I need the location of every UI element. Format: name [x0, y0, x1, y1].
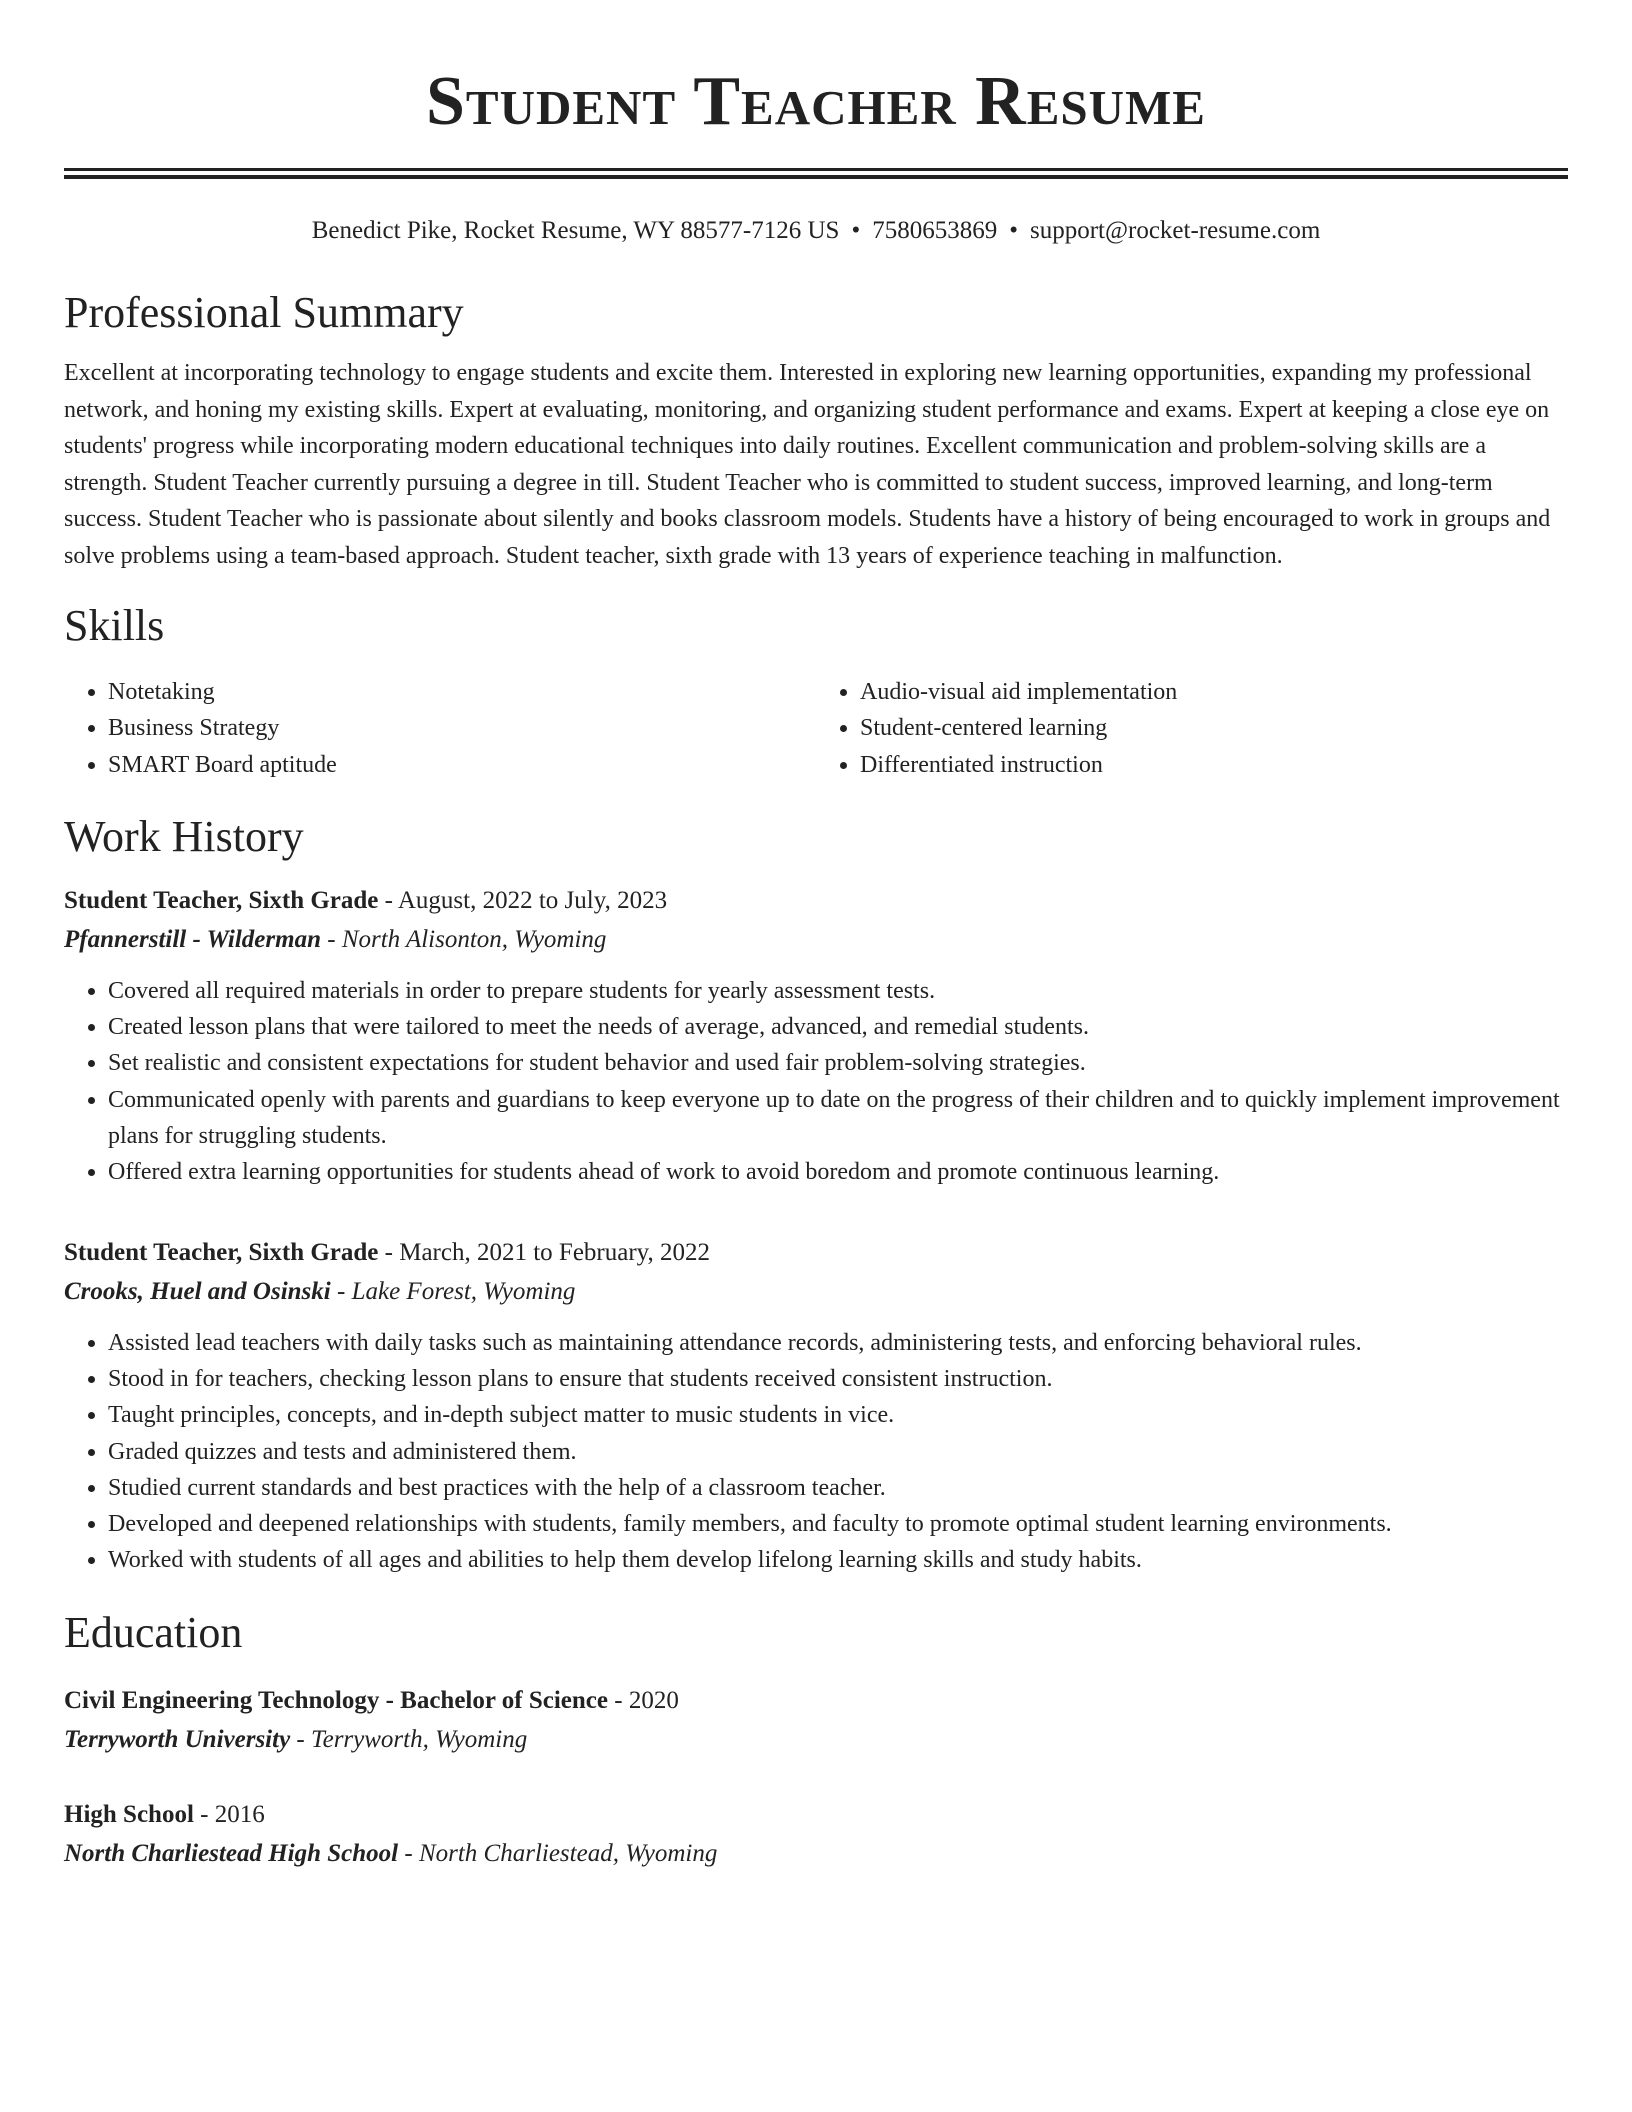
job-employer-line: Crooks, Huel and Osinski - Lake Forest, Wyoming	[64, 1277, 576, 1305]
duty-item: • Stood in for teachers, checking lesson plans to ensure that students received consistent instruction.	[108, 1361, 1568, 1397]
education-entry	[64, 1795, 1568, 1873]
contact-line	[64, 215, 1568, 247]
skill-item: • Student-centered learning	[860, 710, 1568, 746]
contact-separator: •	[851, 217, 861, 244]
education-heading: Education	[64, 1607, 243, 1657]
duty-item: • Set realistic and consistent expectations for student behavior and used fair problem-solving strategies.	[108, 1045, 1568, 1081]
education-school-line: North Charliestead High School - North Charliestead, Wyoming	[64, 1839, 718, 1867]
title-divider	[64, 168, 1568, 179]
skills-column-left	[64, 674, 816, 783]
duty-item: • Created lesson plans that were tailored to meet the needs of average, advanced, and remedial students.	[108, 1009, 1568, 1045]
skill-item: • Notetaking	[108, 674, 816, 710]
skills-column-right	[816, 674, 1568, 783]
skill-item: • SMART Board aptitude	[108, 747, 816, 783]
education-degree: Civil Engineering Technology - Bachelor of Science	[64, 1686, 608, 1714]
job-title: Student Teacher, Sixth Grade	[64, 886, 379, 914]
education-school: Terryworth University	[64, 1725, 291, 1753]
duty-item: • Communicated openly with parents and guardians to keep everyone up to date on the progress of their children and to quickly implement improvement plans for struggling students.	[108, 1082, 1568, 1155]
job-employer-line: Pfannerstill - Wilderman - North Alisonton, Wyoming	[64, 925, 607, 953]
education-degree: High School	[64, 1800, 194, 1828]
education-school: North Charliestead High School	[64, 1839, 399, 1867]
contact-separator: •	[1009, 217, 1018, 244]
job-location: Lake Forest, Wyoming	[351, 1277, 576, 1305]
summary-heading: Professional Summary	[64, 288, 464, 337]
duty-item: • Worked with students of all ages and abilities to help them develop lifelong learning skills and study habits.	[108, 1542, 1568, 1578]
job-dates: March, 2021 to February, 2022	[399, 1238, 711, 1266]
education-school-line: Terryworth University - Terryworth, Wyoming	[64, 1725, 528, 1753]
education-year: 2016	[214, 1800, 265, 1828]
job-location: North Alisonton, Wyoming	[341, 925, 607, 953]
duty-item: • Taught principles, concepts, and in-depth subject matter to music students in vice.	[108, 1397, 1568, 1433]
contact-email: support@rocket-resume.com	[1029, 217, 1321, 244]
job-header: Student Teacher, Sixth Grade - August, 2022 to July, 2023	[64, 886, 668, 914]
job-duties	[64, 973, 1568, 1191]
job-employer: Crooks, Huel and Osinski	[64, 1277, 331, 1305]
education-degree-line: Civil Engineering Technology - Bachelor of Science - 2020	[64, 1686, 679, 1714]
skill-item: • Audio-visual aid implementation	[860, 674, 1568, 710]
duty-item: • Covered all required materials in order to prepare students for yearly assessment tests.	[108, 973, 1568, 1009]
resume-title: Student Teacher Resume	[425, 63, 1206, 140]
skill-item: • Business Strategy	[108, 710, 816, 746]
skill-item: • Differentiated instruction	[860, 747, 1568, 783]
education-degree-line: High School - 2016	[64, 1800, 265, 1828]
job-dates: August, 2022 to July, 2023	[397, 886, 668, 914]
job-employer: Pfannerstill - Wilderman	[64, 925, 321, 953]
job-entry	[64, 1233, 1568, 1579]
education-year: 2020	[628, 1686, 679, 1714]
job-header: Student Teacher, Sixth Grade - March, 2021 to February, 2022	[64, 1238, 711, 1266]
duty-item: • Studied current standards and best practices with the help of a classroom teacher.	[108, 1470, 1568, 1506]
job-title: Student Teacher, Sixth Grade	[64, 1238, 379, 1266]
contact-address: Benedict Pike, Rocket Resume, WY 88577-7126 US	[311, 217, 840, 244]
job-entry	[64, 881, 1568, 1191]
summary-text: Excellent at incorporating technology to engage students and excite them. Interested in exploring new learning opportunities, expanding my professional network, and honing my existing skills. Expert at evaluating, monitoring, and organizing student performance and exams. Expert at keeping a close eye on students' progress while incorporating modern educational techniques into daily routines. Excellent communication and problem-solving skills are a strength. Student Teacher currently pursuing a degree in till. Student Teacher who is committed to student success, improved learning, and long-term success. Student Teacher who is passionate about silently and books classroom models. Students have a history of being encouraged to work in groups and solve problems using a team-based approach. Student teacher, sixth grade with 13 years of experience teaching in malfunction.	[64, 360, 1551, 569]
duty-item: • Graded quizzes and tests and administered them.	[108, 1434, 1568, 1470]
duty-item: • Assisted lead teachers with daily tasks such as maintaining attendance records, administering tests, and enforcing behavioral rules.	[108, 1325, 1568, 1361]
education-location: North Charliestead, Wyoming	[418, 1839, 718, 1867]
work-history-heading: Work History	[64, 811, 304, 861]
duty-item: • Developed and deepened relationships with students, family members, and faculty to promote optimal student learning environments.	[108, 1506, 1568, 1542]
job-duties	[64, 1325, 1568, 1579]
education-location: Terryworth, Wyoming	[311, 1725, 528, 1753]
contact-phone: 7580653869	[872, 217, 998, 244]
education-entry	[64, 1681, 1568, 1759]
skills-list	[64, 674, 1568, 783]
skills-heading: Skills	[64, 601, 165, 650]
duty-item: • Offered extra learning opportunities for students ahead of work to avoid boredom and promote continuous learning.	[108, 1154, 1568, 1190]
